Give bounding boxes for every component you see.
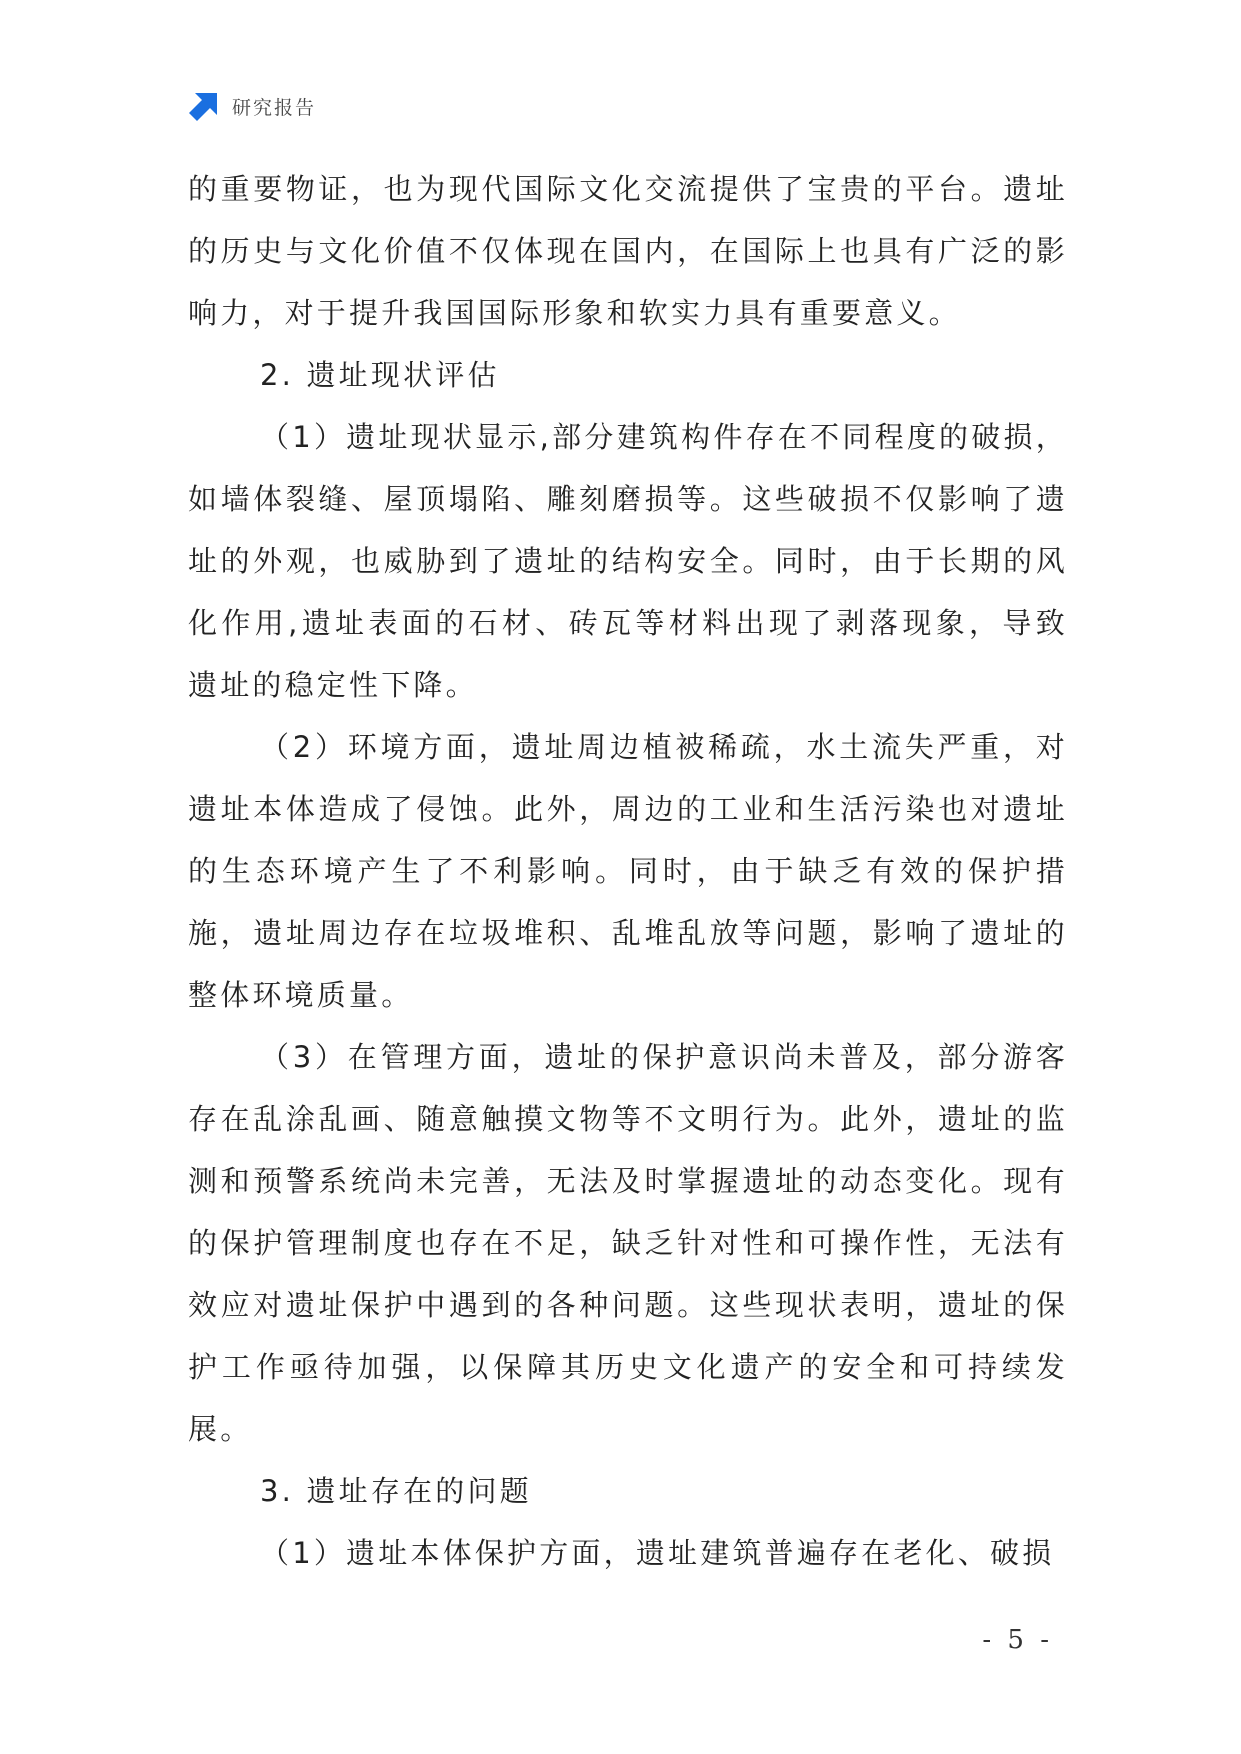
section-heading-3: 3. 遗址存在的问题 xyxy=(260,1474,532,1508)
arrow-up-right-icon xyxy=(188,90,220,122)
report-header xyxy=(188,88,316,124)
paragraph-item-2: （2）环境方面，遗址周边植被稀疏，水土流失严重，对遗址本体造成了侵蚀。此外，周边的工业和生活污染也对遗址的生态环境产生了不利影响。同时，由于缺乏有效的保护措施，遗址周边存在垃圾堆积、乱堆乱放等问题，影响了遗址的整体环境质量。 xyxy=(188,730,1068,1012)
paragraph-item-1-section-3: （1）遗址本体保护方面，遗址建筑普遍存在老化、破损 xyxy=(260,1536,1055,1570)
page-number: - 5 - xyxy=(982,1625,1053,1655)
header-title: 研究报告 xyxy=(232,96,317,119)
section-heading-2: 2. 遗址现状评估 xyxy=(260,358,500,392)
paragraph-item-1: （1）遗址现状显示,部分建筑构件存在不同程度的破损，如墙体裂缝、屋顶塌陷、雕刻磨损等。这些破损不仅影响了遗址的外观，也威胁到了遗址的结构安全。同时，由于长期的风化作用,遗址表面的石材、砖瓦等材料出现了剥落现象，导致遗址的稳定性下降。 xyxy=(188,420,1068,702)
paragraph-continuation: 的重要物证，也为现代国际文化交流提供了宝贵的平台。遗址的历史与文化价值不仅体现在国内，在国际上也具有广泛的影响力，对于提升我国国际形象和软实力具有重要意义。 xyxy=(188,172,1068,330)
document-body xyxy=(188,158,1068,1584)
paragraph-item-3: （3）在管理方面，遗址的保护意识尚未普及，部分游客存在乱涂乱画、随意触摸文物等不文明行为。此外，遗址的监测和预警系统尚未完善，无法及时掌握遗址的动态变化。现有的保护管理制度也存在不足，缺乏针对性和可操作性，无法有效应对遗址保护中遇到的各种问题。这些现状表明，遗址的保护工作亟待加强，以保障其历史文化遗产的安全和可持续发展。 xyxy=(188,1040,1068,1446)
